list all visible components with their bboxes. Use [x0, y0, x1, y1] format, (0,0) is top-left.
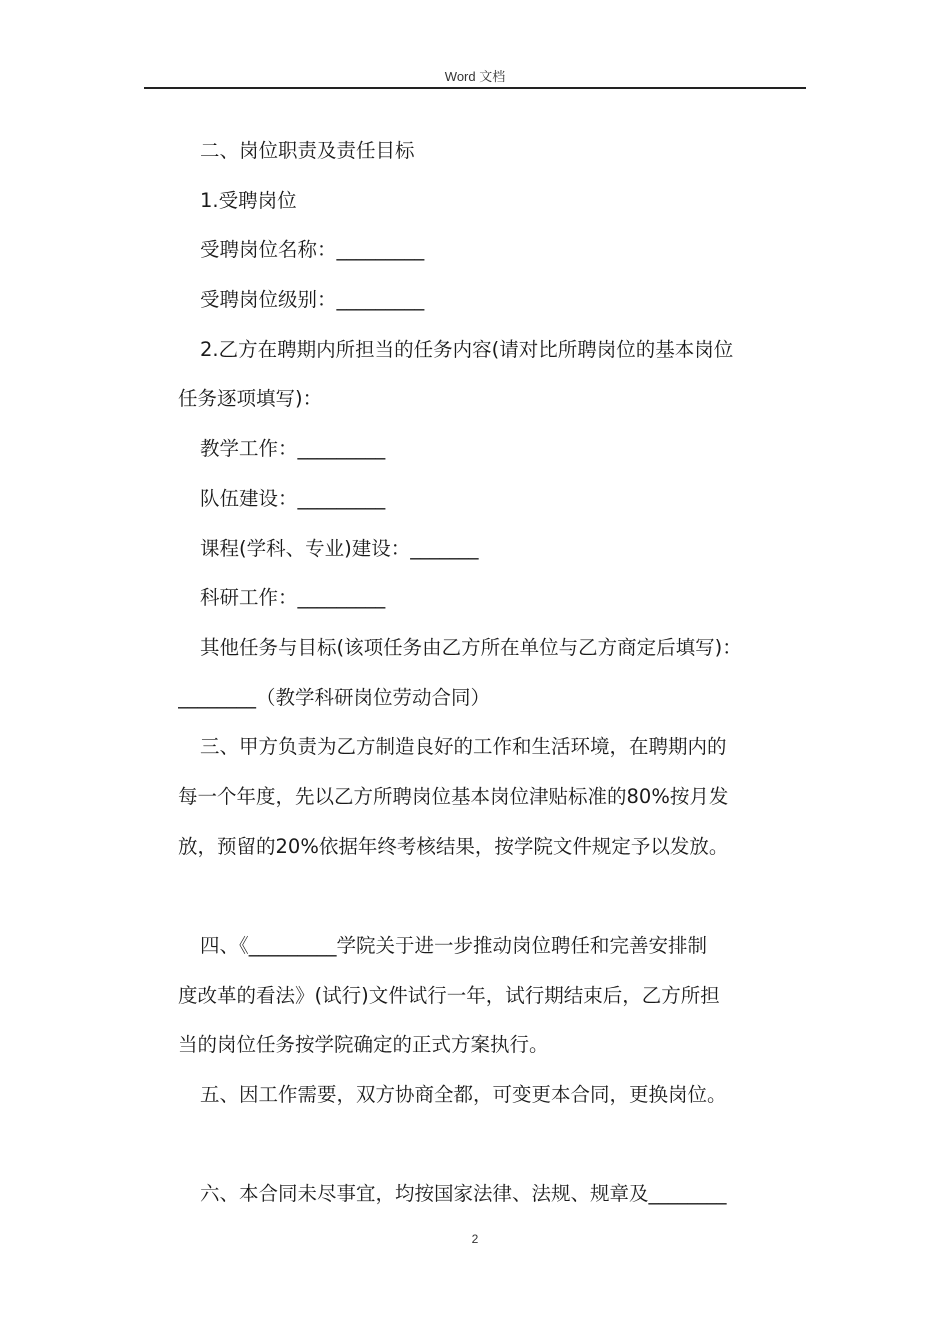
item-task-content-continued: 任务逐项填写)：: [178, 387, 323, 411]
field-course-building: 课程(学科、专业)建设：_______: [200, 536, 479, 560]
paragraph-gap: [178, 1120, 806, 1170]
clause-three-line-1: 三、甲方负责为乙方制造良好的工作和生活环境，在聘期内的: [200, 735, 727, 759]
item-task-content: 2.乙方在聘期内所担当的任务内容(请对比所聘岗位的基本岗位: [200, 337, 734, 361]
field-post-level: 受聘岗位级别：_________: [200, 288, 425, 312]
field-post-name: 受聘岗位名称：_________: [200, 238, 425, 262]
paragraph-gap: [178, 871, 806, 921]
field-teaching-work: 教学工作：_________: [200, 437, 386, 461]
field-other-tasks: 其他任务与目标(该项任务由乙方所在单位与乙方商定后填写)：: [200, 635, 742, 659]
field-research-work: 科研工作：_________: [200, 586, 386, 610]
field-team-building: 队伍建设：_________: [200, 486, 386, 510]
clause-four-line-2: 度改革的看法》(试行)文件试行一年，试行期结束后，乙方所担: [178, 983, 720, 1007]
item-post: 1.受聘岗位: [200, 188, 297, 212]
clause-four-line-3: 当的岗位任务按学院确定的正式方案执行。: [178, 1033, 549, 1057]
clause-five: 五、因工作需要，双方协商全都，可变更本合同，更换岗位。: [200, 1083, 727, 1107]
clause-three-line-3: 放，预留的20%依据年终考核结果，按学院文件规定予以发放。: [178, 834, 729, 858]
document-body: [178, 126, 806, 1219]
page-header-title: Word 文档: [444, 69, 506, 84]
header-divider: [144, 87, 806, 89]
clause-three-line-2: 每一个年度，先以乙方所聘岗位基本岗位津贴标准的80%按月发: [178, 784, 729, 808]
page-number: 2: [471, 1232, 479, 1246]
field-other-tasks-blank: ________（教学科研岗位劳动合同）: [178, 685, 491, 709]
clause-four-line-1: 四、《_________学院关于进一步推动岗位聘任和完善安排制: [200, 934, 708, 957]
section-heading-duties: 二、岗位职责及责任目标: [200, 139, 415, 162]
clause-six-line-1: 六、本合同未尽事宜，均按国家法律、法规、规章及________: [200, 1182, 727, 1206]
